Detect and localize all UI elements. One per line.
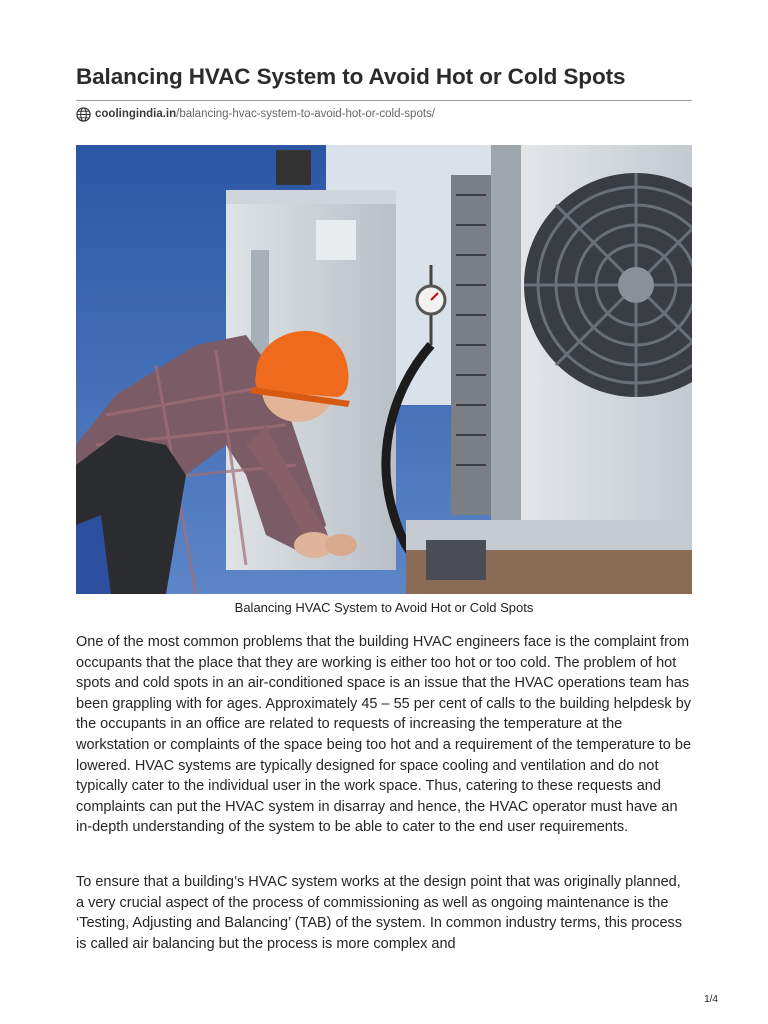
source-domain[interactable]: coolingindia.in bbox=[95, 108, 177, 120]
title-divider bbox=[76, 100, 692, 101]
photo-caption: Balancing HVAC System to Avoid Hot or Cold Spots bbox=[234, 600, 534, 615]
article-title: Balancing HVAC System to Avoid Hot or Cold Spots bbox=[76, 64, 626, 89]
page-number: 1/4 bbox=[704, 994, 718, 1005]
source-link[interactable] bbox=[76, 106, 435, 122]
globe-icon bbox=[76, 107, 91, 122]
paragraph-2: To ensure that a building’s HVAC system works at the design point that was originally planned, a very crucial aspect of the process of commissioning as well as ongoing maintenance is the ‘Testing, Adjusting and Balancing’ (TAB) of the system. In common industry terms, this process is called air balancing but the process is more complex and bbox=[76, 874, 683, 952]
hvac-technician-photo bbox=[76, 145, 692, 594]
source-path[interactable]: /balancing-hvac-system-to-avoid-hot-or-cold-spots/ bbox=[176, 108, 435, 120]
paragraph-1: One of the most common problems that the building HVAC engineers face is the complaint from occupants that the place that they are working is either too hot or too cold. The problem of hot spots and cold spots in an air-conditioned space is an issue that the HVAC operations team has been grappling with for ages. Approximately 45 – 55 per cent of calls to the building helpdesk by the occupants in an office are related to requests of increasing the temperature at the workstation or complaints of the space being too hot and a requirement of the temperature to be lowered. HVAC systems are typically designed for space cooling and ventilation and do not typically cater to the individual user in the work space. Thus, catering to these requests and complaints can put the HVAC system in disarray and hence, the HVAC operator must have an in-depth understanding of the system to be able to cater to the end user requirements. bbox=[76, 634, 692, 836]
